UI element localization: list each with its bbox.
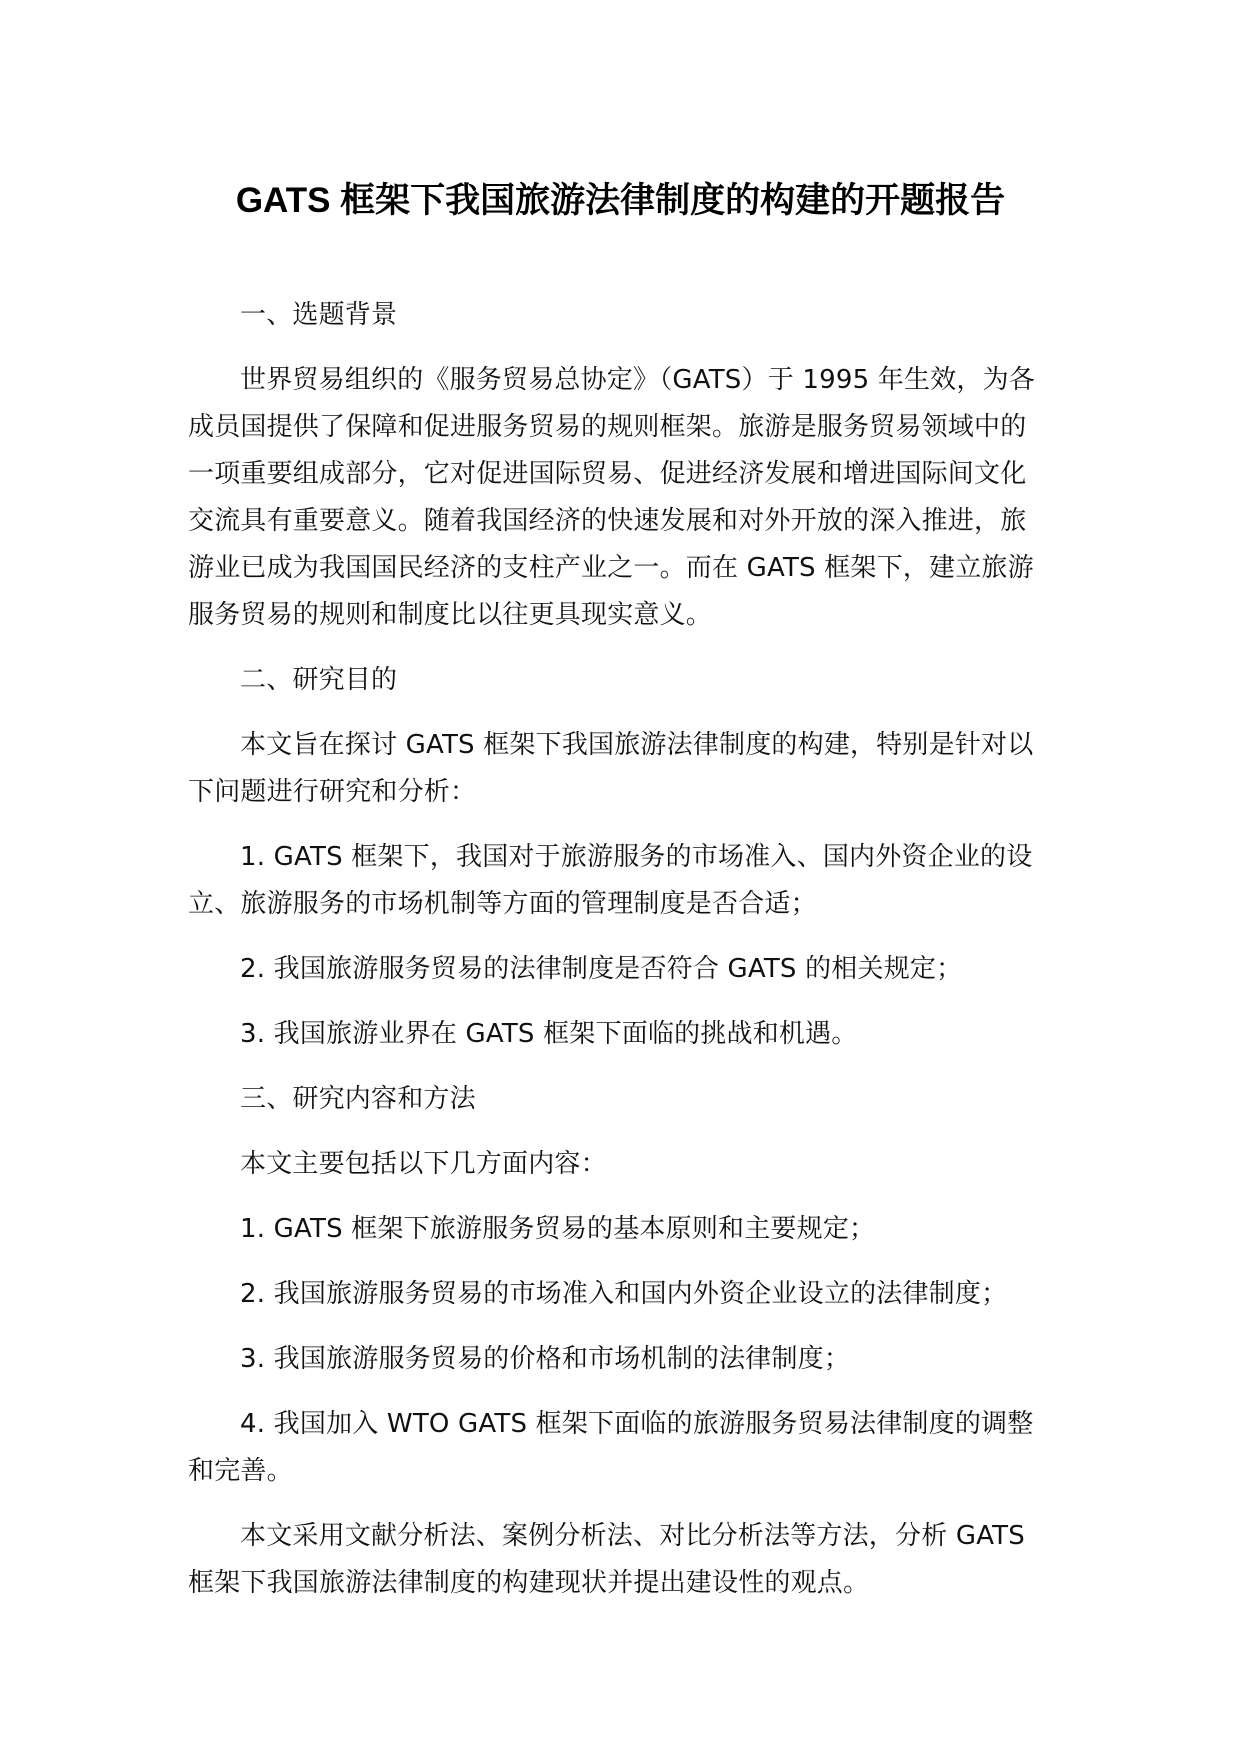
document-body (188, 292, 1052, 1625)
section-heading-purpose: 二、研究目的 (240, 665, 398, 695)
content-item-4: 4. 我国加入 WTO GATS 框架下面临的旅游服务贸易法律制度的调整和完善。 (188, 1409, 1034, 1486)
purpose-item-3: 3. 我国旅游业界在 GATS 框架下面临的挑战和机遇。 (240, 1019, 858, 1049)
section-heading-content-method: 三、研究内容和方法 (240, 1084, 476, 1114)
paragraph-purpose: 本文旨在探讨 GATS 框架下我国旅游法律制度的构建，特别是针对以下问题进行研究和分析： (188, 730, 1034, 807)
purpose-item-2: 2. 我国旅游服务贸易的法律制度是否符合 GATS 的相关规定； (240, 954, 963, 984)
paragraph-method: 本文采用文献分析法、案例分析法、对比分析法等方法，分析 GATS 框架下我国旅游法律制度的构建现状并提出建设性的观点。 (188, 1521, 1025, 1598)
paragraph-background: 世界贸易组织的《服务贸易总协定》（GATS）于 1995 年生效，为各成员国提供了保障和促进服务贸易的规则框架。旅游是服务贸易领域中的一项重要组成部分，它对促进国际贸易、促进经济发展和增进国际间文化交流具有重要意义。随着我国经济的快速发展和对外开放的深入推进，旅游业已成为我国国民经济的支柱产业之一。而在 GATS 框架下，建立旅游服务贸易的规则和制度比以往更具现实意义。 (188, 365, 1035, 630)
purpose-item-1: 1. GATS 框架下，我国对于旅游服务的市场准入、国内外资企业的设立、旅游服务的市场机制等方面的管理制度是否合适； (188, 842, 1033, 919)
content-item-3: 3. 我国旅游服务贸易的价格和市场机制的法律制度； (240, 1344, 851, 1374)
paragraph-content-intro: 本文主要包括以下几方面内容： (240, 1149, 607, 1179)
document-title: GATS 框架下我国旅游法律制度的构建的开题报告 (235, 181, 1006, 220)
section-heading-background: 一、选题背景 (240, 300, 398, 330)
content-item-2: 2. 我国旅游服务贸易的市场准入和国内外资企业设立的法律制度； (240, 1279, 1008, 1309)
content-item-1: 1. GATS 框架下旅游服务贸易的基本原则和主要规定； (240, 1214, 876, 1244)
